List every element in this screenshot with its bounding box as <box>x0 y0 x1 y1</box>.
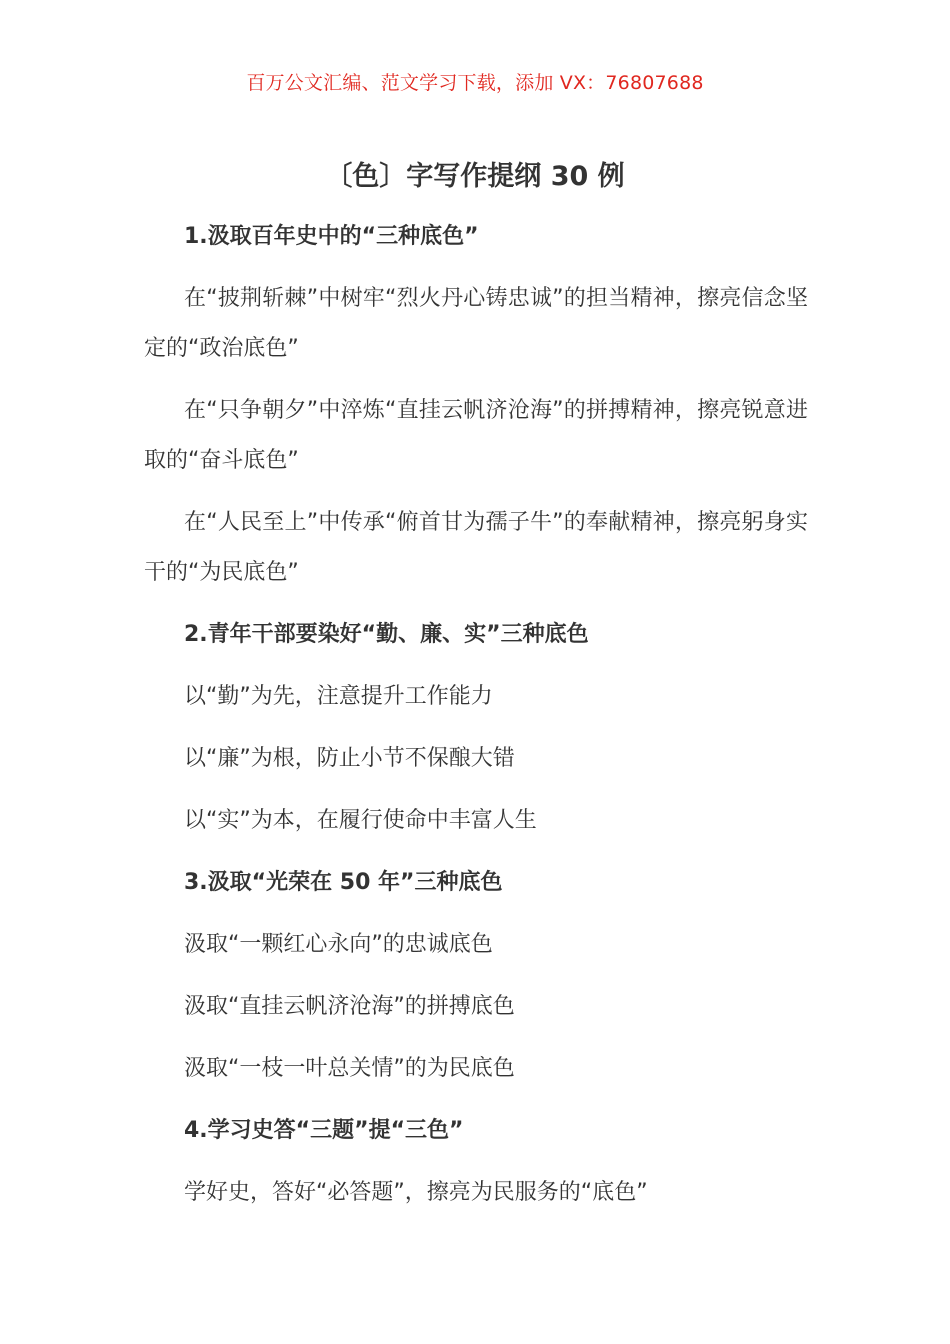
list-item: 汲取“直挂云帆济沧海”的拼搏底色 <box>184 994 515 1019</box>
document-body <box>144 212 808 1230</box>
list-item: 汲取“一颗红心永向”的忠诚底色 <box>184 932 493 957</box>
header-note: 百万公文汇编、范文学习下载，添加 VX：76807688 <box>246 72 704 94</box>
document-title: 〔色〕字写作提纲 30 例 <box>325 161 625 192</box>
paragraph: 在“披荆斩棘”中树牢“烈火丹心铸忠诚”的担当精神，擦亮信念坚定的“政治底色” <box>144 286 808 361</box>
list-item: 以“廉”为根，防止小节不保酿大错 <box>184 746 515 771</box>
section-heading: 2.青年干部要染好“勤、廉、实”三种底色 <box>184 622 589 647</box>
section-heading: 3.汲取“光荣在 50 年”三种底色 <box>184 870 503 895</box>
list-item: 以“实”为本，在履行使命中丰富人生 <box>184 808 537 833</box>
list-item: 学好史，答好“必答题”，擦亮为民服务的“底色” <box>184 1180 648 1205</box>
paragraph: 在“只争朝夕”中淬炼“直挂云帆济沧海”的拼搏精神，擦亮锐意进取的“奋斗底色” <box>144 398 808 473</box>
section-heading: 4.学习史答“三题”提“三色” <box>184 1118 464 1143</box>
list-item: 以“勤”为先，注意提升工作能力 <box>184 684 493 709</box>
section-heading: 1.汲取百年史中的“三种底色” <box>184 224 479 249</box>
list-item: 汲取“一枝一叶总关情”的为民底色 <box>184 1056 515 1081</box>
paragraph: 在“人民至上”中传承“俯首甘为孺子牛”的奉献精神，擦亮躬身实干的“为民底色” <box>144 510 808 585</box>
